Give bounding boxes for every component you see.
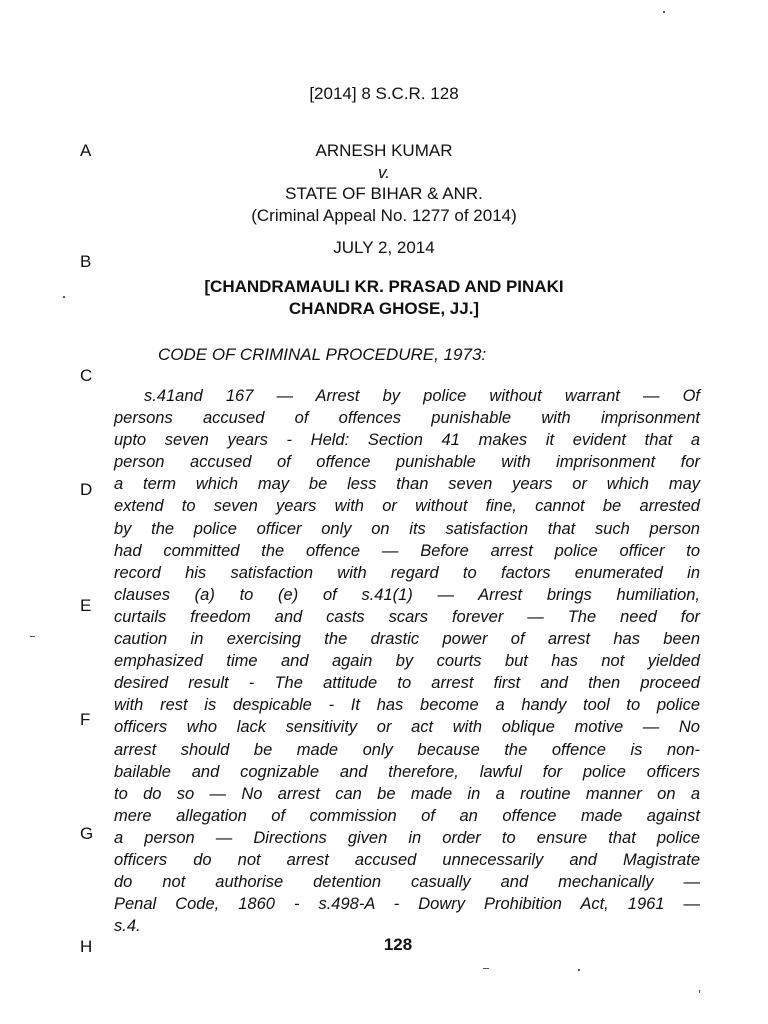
judgment-date: JULY 2, 2014: [333, 238, 435, 257]
headnote-line: persons accused of offences punishable with imprisonment: [114, 409, 700, 428]
scan-speck: [699, 990, 700, 993]
headnote-line: by the police officer only on its satisfaction that such person: [114, 519, 700, 538]
headnote-line: a term which may be less than seven years or which may: [114, 475, 700, 494]
scan-speck: [30, 636, 35, 637]
scan-speck: [483, 968, 489, 969]
headnote-line: bailable and cognizable and therefore, lawful for police officers: [114, 762, 700, 781]
bench-line-2: CHANDRA GHOSE, JJ.]: [288, 299, 480, 318]
headnote-line: desired result - The attitude to arrest first and then proceed: [114, 674, 700, 693]
headnote-line: caution in exercising the drastic power of arrest has been: [114, 630, 700, 649]
respondent-name: STATE OF BIHAR & ANR.: [285, 184, 483, 203]
headnote-line: to do so — No arrest can be made in a routine manner on a: [114, 784, 700, 803]
report-citation: [2014] 8 S.C.R. 128: [309, 84, 459, 103]
headnote-line: person accused of offence punishable with imprisonment for: [114, 453, 700, 472]
margin-letter-c: C: [80, 366, 93, 385]
scan-speck: [578, 969, 580, 971]
versus-label: v.: [378, 163, 390, 182]
bench-line-1: [CHANDRAMAULI KR. PRASAD AND PINAKI: [204, 277, 564, 296]
margin-letter-b: B: [80, 252, 92, 271]
headnote-line: officers do not arrest accused unnecessarily and Magistrate: [114, 850, 700, 869]
headnote-line: a person — Directions given in order to ensure that police: [114, 828, 700, 847]
margin-letter-d: D: [80, 480, 93, 499]
headnote-heading: CODE OF CRIMINAL PROCEDURE, 1973:: [158, 345, 487, 364]
margin-letter-g: G: [80, 824, 94, 843]
margin-letter-a: A: [80, 141, 92, 160]
headnote-line: mere allegation of commission of an offence made against: [114, 806, 700, 825]
scan-speck: [663, 11, 665, 13]
margin-letter-f: F: [80, 710, 91, 729]
headnote-line: arrest should be made only because the offence is non-: [114, 740, 700, 759]
headnote-body: [114, 385, 700, 937]
headnote-line: s.41and 167 — Arrest by police without warrant — Of: [144, 387, 700, 405]
headnote-line: Penal Code, 1860 - s.498-A - Dowry Prohibition Act, 1961 —: [114, 895, 700, 914]
headnote-line: clauses (a) to (e) of s.41(1) — Arrest brings humiliation,: [114, 585, 700, 604]
petitioner-name: ARNESH KUMAR: [315, 141, 453, 160]
headnote-line: s.4.: [114, 917, 141, 936]
scan-speck: [63, 296, 65, 298]
headnote-line: with rest is despicable - It has become a handy tool to police: [114, 696, 700, 715]
headnote-line: record his satisfaction with regard to factors enumerated in: [114, 563, 700, 582]
bench-names: [0, 276, 768, 320]
headnote-line: curtails freedom and casts scars forever — The need for: [114, 607, 700, 626]
headnote-line: officers who lack sensitivity or act with oblique motive — No: [114, 718, 700, 737]
headnote-line: upto seven years - Held: Section 41 makes it evident that a: [114, 431, 700, 450]
headnote-line: emphasized time and again by courts but has not yielded: [114, 652, 700, 671]
headnote-line: do not authorise detention casually and mechanically —: [114, 873, 700, 892]
margin-letter-e: E: [80, 596, 92, 615]
headnote-line: extend to seven years with or without fine, cannot be arrested: [114, 497, 700, 516]
headnote-line: had committed the offence — Before arrest police officer to: [114, 541, 700, 560]
appeal-number: (Criminal Appeal No. 1277 of 2014): [251, 206, 517, 225]
page-number: 128: [383, 935, 413, 954]
margin-letter-h: H: [80, 937, 93, 956]
